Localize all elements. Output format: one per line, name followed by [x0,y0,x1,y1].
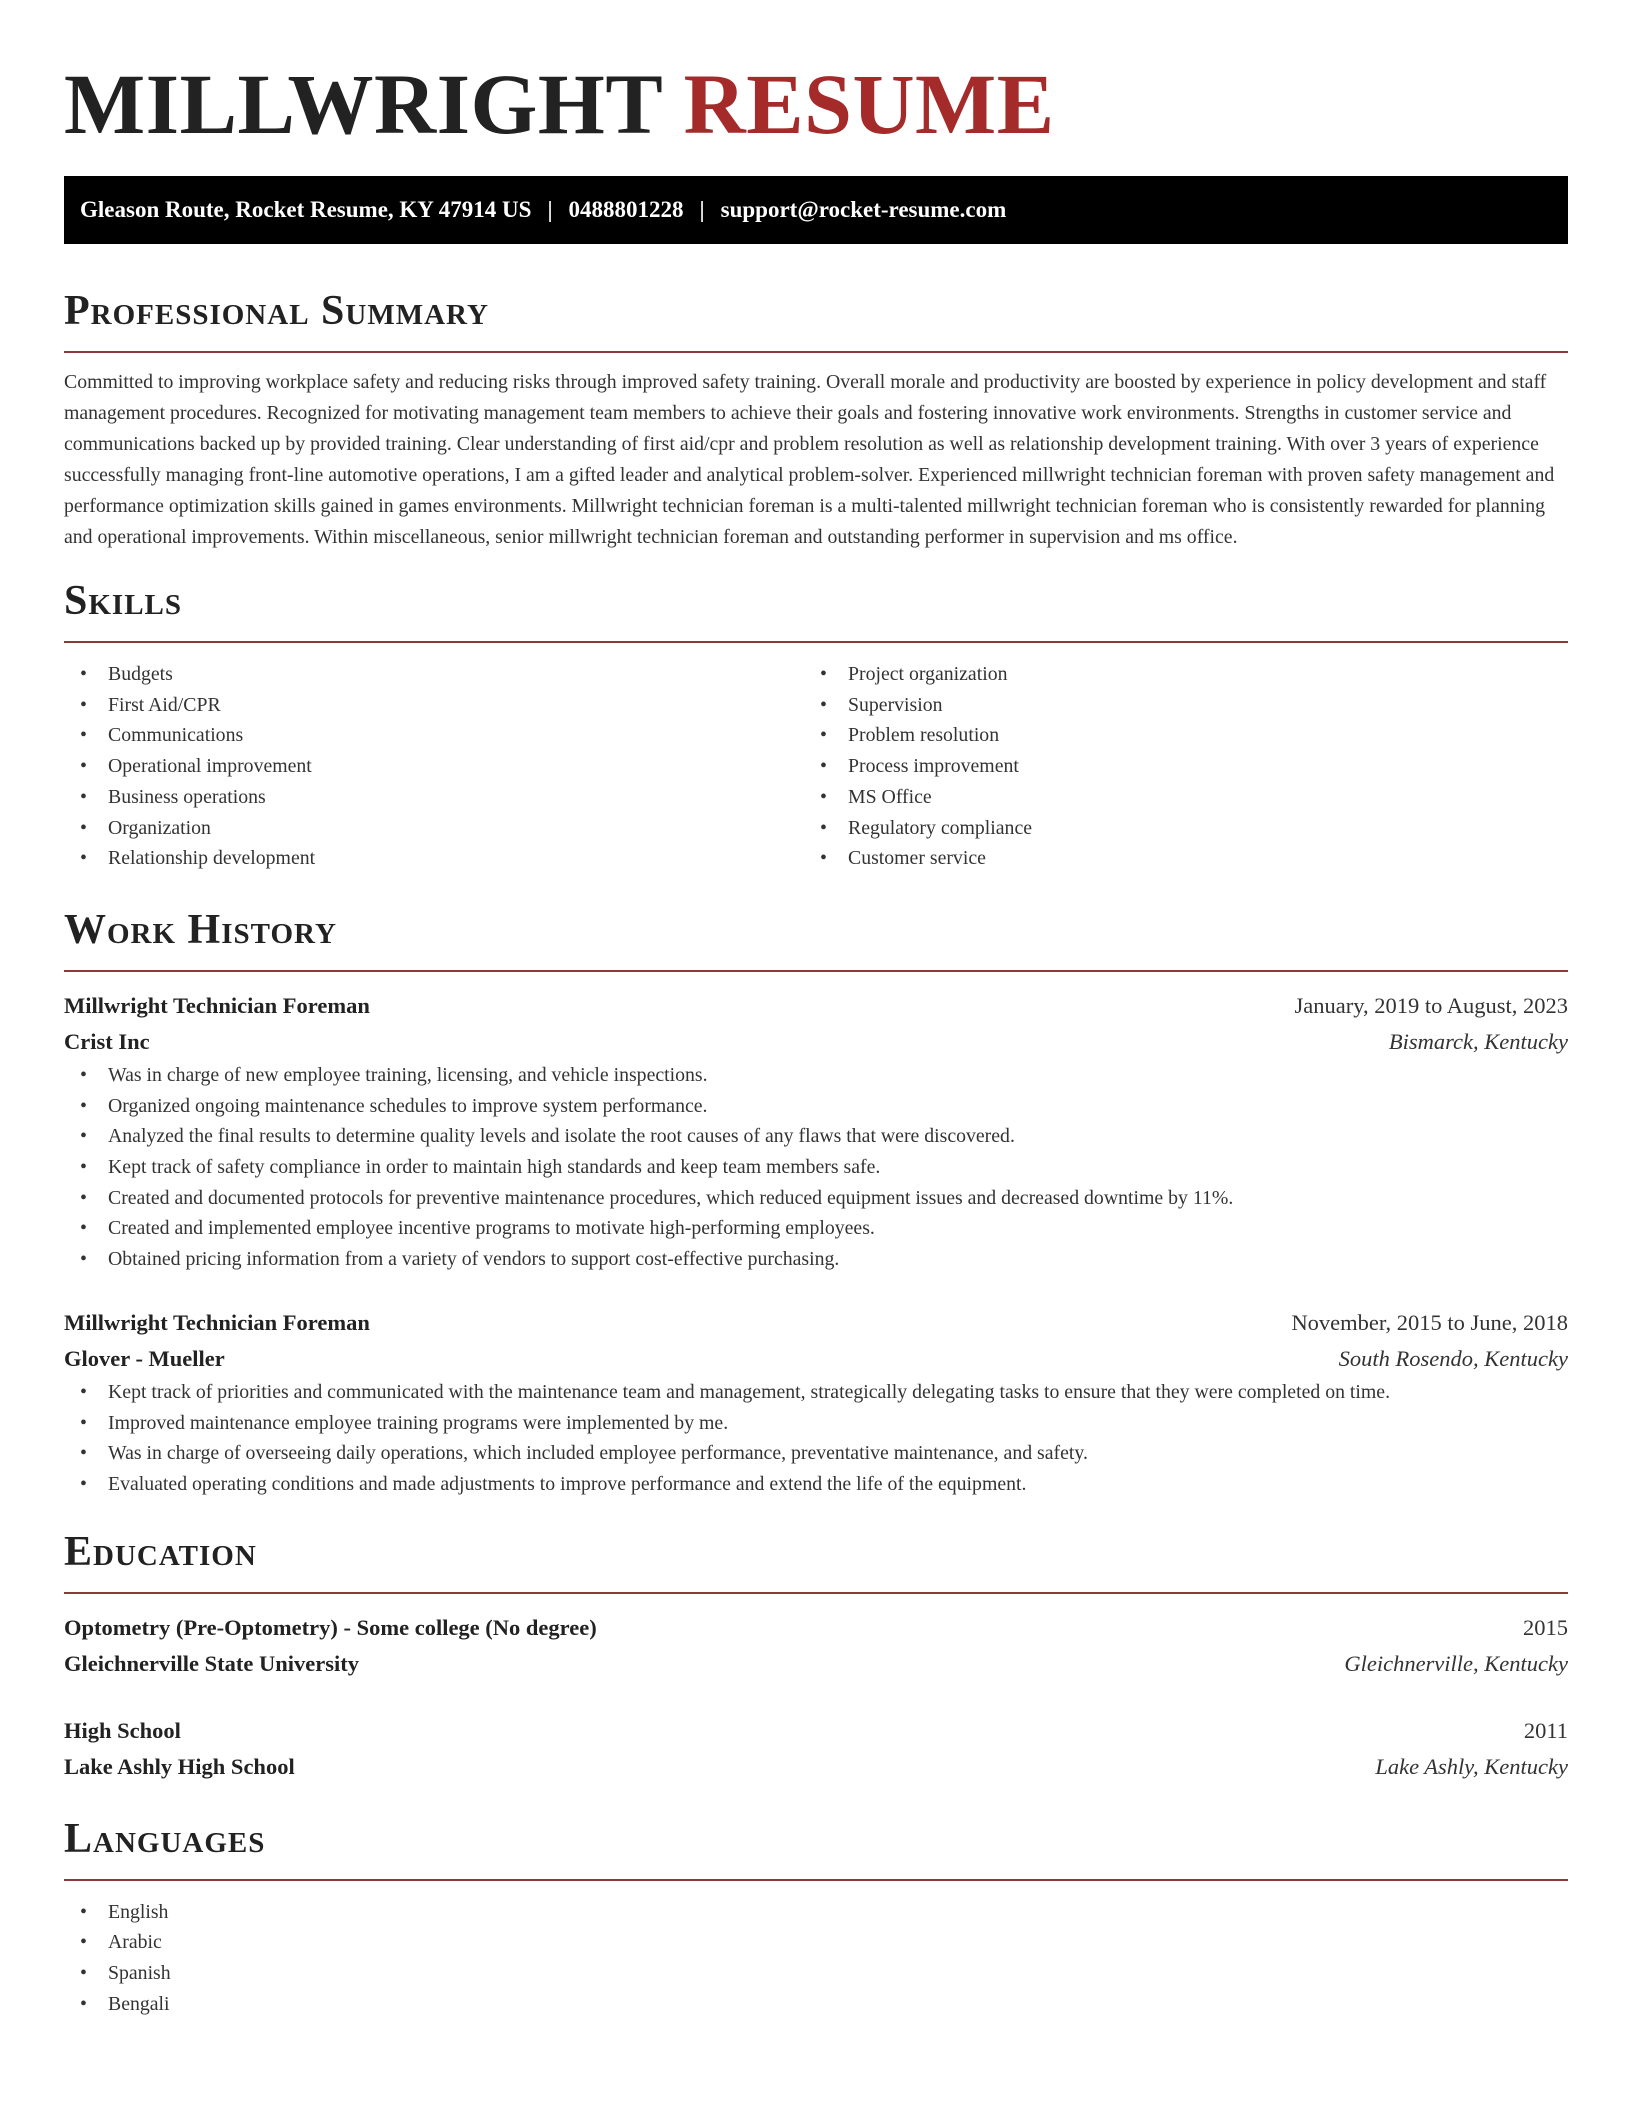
skill-item: • Operational improvement [64,751,804,782]
job-bullet: • Kept track of priorities and communicated with the maintenance team and management, strategically delegating tasks to ensure that they were completed on time. [64,1377,1568,1408]
education-entry [64,1610,1568,1682]
contact-separator: | [547,197,553,222]
section-divider [64,970,1568,972]
contact-address: Gleason Route, Rocket Resume, KY 47914 US [80,197,532,222]
work-section [64,906,1568,1500]
languages-section [64,1815,1568,2020]
resume-title [64,56,1568,152]
job-location: Bismarck, Kentucky [1388,1028,1568,1054]
education-heading: Education [64,1528,257,1575]
job-title: Millwright Technician Foreman [64,1309,370,1335]
job-company: Glover - Mueller [64,1345,225,1371]
skill-item: • Organization [64,813,804,844]
skill-item: • Communications [64,720,804,751]
education-degree-row [64,1610,1568,1646]
education-entry [64,1713,1568,1785]
job-bullet: • Organized ongoing maintenance schedules to improve system performance. [64,1091,1568,1122]
job-bullet: • Obtained pricing information from a variety of vendors to support cost-effective purchasing. [64,1244,1568,1275]
job-bullet: • Analyzed the final results to determine quality levels and isolate the root causes of any flaws that were discovered. [64,1121,1568,1152]
resume-page [64,0,1568,2019]
languages-heading: Languages [64,1815,266,1862]
summary-text: Committed to improving workplace safety and reducing risks through improved safety training. Overall morale and productivity are boosted by experience in policy development and staff management procedures. Recognized for motivating management team members to achieve their goals and fostering innovative work environments. Strengths in customer service and communications backed up by provided training. Clear understanding of first aid/cpr and problem resolution as well as relationship development training. With over 3 years of experience successfully managing front-line automotive operations, I am a gifted leader and analytical problem-solver. Experienced millwright technician foreman with proven safety management and performance optimization skills gained in games environments. Millwright technician foreman is a multi-talented millwright technician foreman who is consistently rewarded for planning and operational improvements. Within miscellaneous, senior millwright technician foreman and outstanding performer in supervision and ms office. [64,371,1555,548]
skill-item: • Customer service [804,843,1544,874]
job-bullet: • Kept track of safety compliance in order to maintain high standards and keep team members safe. [64,1152,1568,1183]
job-header-row [64,1305,1568,1341]
summary-heading: Professional Summary [64,288,489,334]
work-heading: Work History [64,906,337,953]
skills-section [64,577,1568,874]
language-item: • Bengali [64,1989,1568,2020]
language-item: • English [64,1897,1568,1928]
skill-item: • MS Office [804,782,1544,813]
education-degree: Optometry (Pre-Optometry) - Some college (No degree) [64,1614,597,1640]
skills-heading: Skills [64,578,183,624]
section-divider [64,351,1568,353]
job-dates: November, 2015 to June, 2018 [1291,1309,1568,1335]
education-school: Gleichnerville State University [64,1650,359,1676]
section-divider [64,1592,1568,1594]
section-divider [64,641,1568,643]
education-school: Lake Ashly High School [64,1753,295,1779]
job-bullet: • Was in charge of new employee training, licensing, and vehicle inspections. [64,1060,1568,1091]
job-location: South Rosendo, Kentucky [1338,1345,1568,1371]
skills-list-right [804,659,1544,874]
job-bullet: • Created and documented protocols for preventive maintenance procedures, which reduced equipment issues and decreased downtime by 11%. [64,1183,1568,1214]
education-location: Gleichnerville, Kentucky [1344,1650,1568,1676]
job-title: Millwright Technician Foreman [64,992,370,1018]
skill-item: • Budgets [64,659,804,690]
skill-item: • Supervision [804,690,1544,721]
language-item: • Arabic [64,1927,1568,1958]
job-bullet: • Improved maintenance employee training programs were implemented by me. [64,1408,1568,1439]
title-main: MILLWRIGHT [64,56,662,152]
education-degree: High School [64,1717,181,1743]
job-bullet: • Created and implemented employee incentive programs to motivate high-performing employees. [64,1213,1568,1244]
skill-item: • Process improvement [804,751,1544,782]
skills-grid [64,659,1568,874]
job-bullets [64,1377,1568,1500]
education-degree-row [64,1713,1568,1749]
job-company: Crist Inc [64,1028,150,1054]
education-section [64,1528,1568,1785]
skill-item: • Project organization [804,659,1544,690]
job-entry [64,988,1568,1275]
skill-item: • Problem resolution [804,720,1544,751]
job-dates: January, 2019 to August, 2023 [1294,992,1568,1018]
education-year: 2011 [1523,1717,1568,1743]
contact-email: support@rocket-resume.com [720,197,1007,222]
job-entry [64,1305,1568,1500]
skill-item: • First Aid/CPR [64,690,804,721]
skills-list-left [64,659,804,874]
job-company-row [64,1024,1568,1060]
summary-section [64,287,1568,553]
job-bullet: • Evaluated operating conditions and made adjustments to improve performance and extend the life of the equipment. [64,1469,1568,1500]
skill-item: • Relationship development [64,843,804,874]
skill-item: • Regulatory compliance [804,813,1544,844]
job-bullet: • Was in charge of overseeing daily operations, which included employee performance, preventative maintenance, and safety. [64,1438,1568,1469]
education-school-row [64,1646,1568,1682]
job-bullets [64,1060,1568,1275]
education-year: 2015 [1523,1614,1568,1640]
contact-separator: | [699,197,705,222]
education-school-row [64,1749,1568,1785]
title-accent: RESUME [683,56,1055,152]
language-item: • Spanish [64,1958,1568,1989]
contact-bar [64,176,1568,244]
job-header-row [64,988,1568,1024]
contact-phone: 0488801228 [568,197,684,222]
job-company-row [64,1341,1568,1377]
languages-list [64,1897,1568,2020]
skill-item: • Business operations [64,782,804,813]
section-divider [64,1879,1568,1881]
education-location: Lake Ashly, Kentucky [1375,1753,1568,1779]
